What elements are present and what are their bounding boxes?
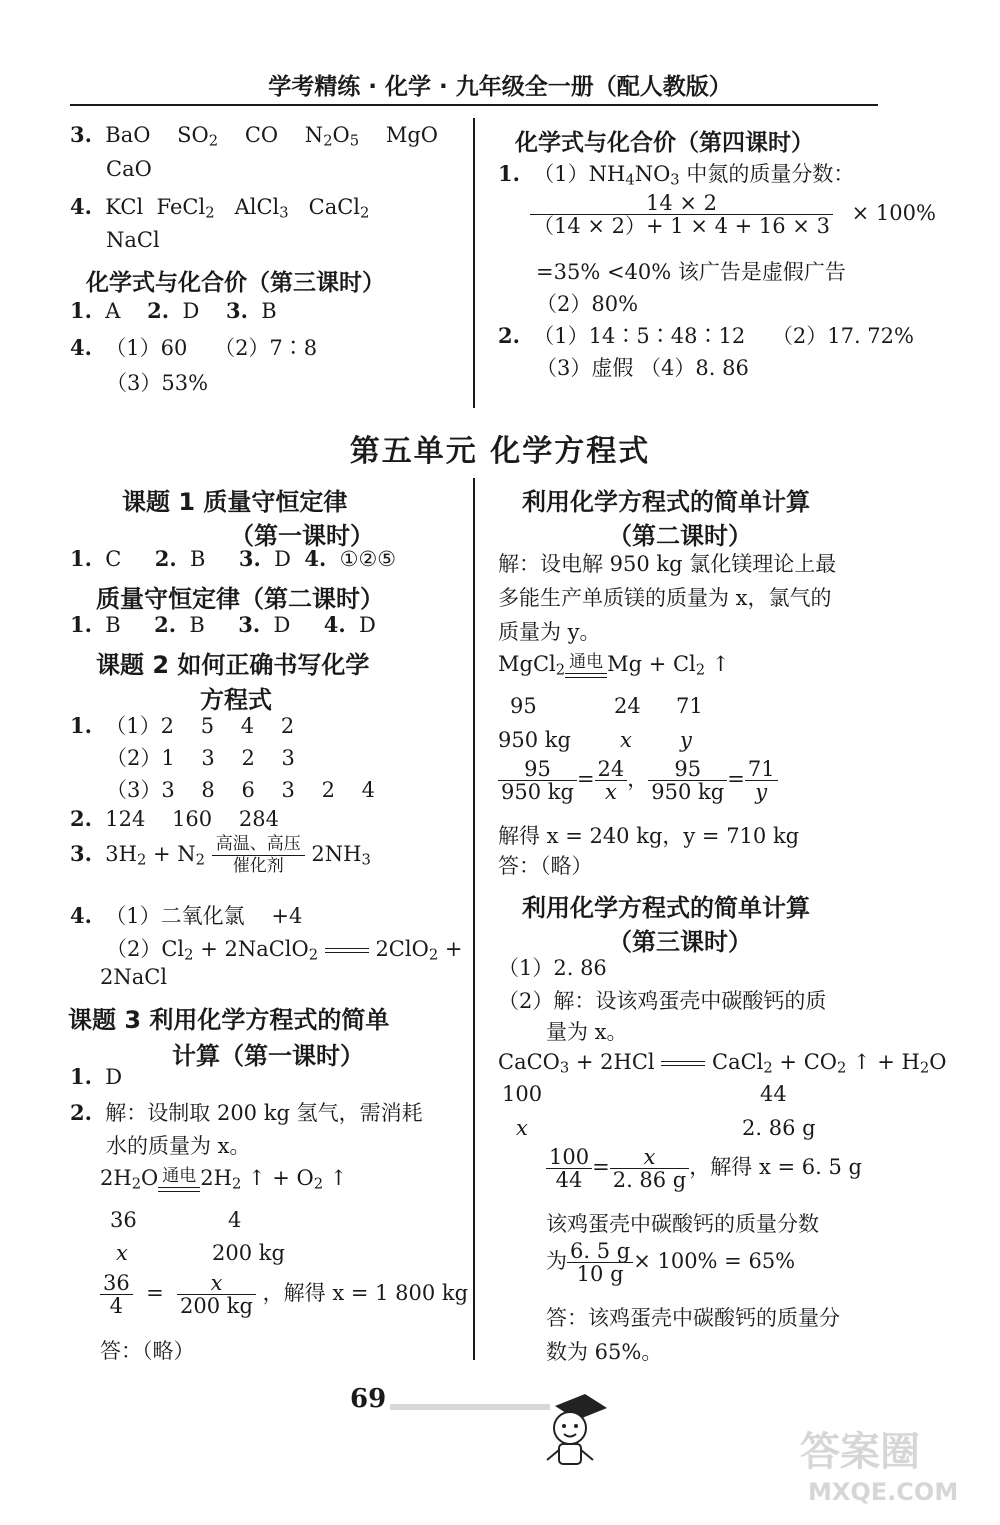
equation: CaCO$_3$ + 2HCl CaCl$_2$ + $CO_2$ ↑ + $H_2O$ xyxy=(498,1050,947,1077)
proportion: $\frac{100}{44}$ = $\frac{x}{2. 86 g}$ ，解得 x = 6. 5 g xyxy=(546,1146,862,1191)
equation: 3. $3H_2 + N_2$ 高温、高压 催化剂 $2NH_3$ xyxy=(70,834,371,876)
answer-line: 该鸡蛋壳中碳酸钙的质量分数 xyxy=(546,1212,819,1236)
molar-mass: 100 xyxy=(502,1082,543,1106)
text: 为 xyxy=(546,1249,567,1274)
denominator: 4 xyxy=(109,1294,124,1319)
answer-line: 2. 124 160 284 xyxy=(70,806,279,831)
unit-title: 第五单元 化学方程式 xyxy=(349,434,651,469)
equation: $(2)Cl_2$ + 2NaClO$_2$ 2ClO$_2$ + xyxy=(106,937,463,964)
answer-line: 量为 x。 xyxy=(546,1020,628,1044)
reaction-condition: 通电 xyxy=(565,654,607,674)
unknown-variable: y xyxy=(680,728,692,752)
molar-mass: 24 xyxy=(614,694,641,718)
solution-text: ，解得 x = 1 800 kg xyxy=(262,1281,469,1306)
section-title: 利用化学方程式的简单计算 xyxy=(522,488,810,516)
answer-line: 4. （1）60 （2）7∶8 xyxy=(70,335,318,360)
answer-line: （1）2. 86 xyxy=(498,956,607,980)
molar-mass: 71 xyxy=(676,694,703,718)
numerator: x xyxy=(177,1272,256,1295)
fraction-numerator: 14 × 2 xyxy=(530,192,833,215)
q4-line2: NaCl xyxy=(106,228,160,252)
denominator: y xyxy=(755,780,768,805)
percentage-line xyxy=(546,1240,795,1285)
answer-line: （3）3 8 6 3 2 4 xyxy=(106,778,376,802)
denominator: 950 kg xyxy=(501,780,574,805)
answer-line: 多能生产单质镁的质量为 x，氯气的 xyxy=(498,586,832,610)
answer-line: 答：（略） xyxy=(100,1339,195,1363)
denominator: 44 xyxy=(555,1168,583,1193)
numerator: 6. 5 g xyxy=(567,1240,633,1263)
numerator: 36 xyxy=(100,1272,133,1295)
answer-line: （2）1 3 2 3 xyxy=(106,746,295,770)
unknown-variable: x xyxy=(116,1241,128,1265)
unknown-variable: x xyxy=(620,728,632,752)
molar-mass: 44 xyxy=(760,1082,787,1106)
reaction-condition: 通电 xyxy=(158,1168,200,1188)
denominator: 10 g xyxy=(576,1262,624,1287)
page-number: 69 xyxy=(350,1384,387,1414)
answer-line: 1. $(1)NH_4NO_3$ 中氮的质量分数： xyxy=(498,161,855,189)
molar-mass: 36 xyxy=(110,1208,137,1232)
denominator: 2. 86 g xyxy=(612,1168,687,1193)
answer-line: 解得 x = 240 kg，y = 710 kg xyxy=(498,824,800,848)
q4-line1: 4. KCl FeCl$_2$ AlCl$_3$ CaCl$_2$ xyxy=(70,194,370,222)
section-subtitle: （第二课时） xyxy=(608,522,752,550)
answer-line: 答：该鸡蛋壳中碳酸钙的质量分 xyxy=(546,1306,840,1330)
answer-line: 2. 解：设制取 200 kg 氢气，需消耗 xyxy=(70,1100,423,1125)
equation: $2H_2O$ 通电 $2H_2$ ↑ + $O_2$ ↑ xyxy=(100,1165,348,1193)
answer-line: 1. A 2. D 3. B xyxy=(70,298,277,323)
denominator: 200 kg xyxy=(180,1294,253,1319)
unknown-variable: x xyxy=(516,1116,528,1140)
answer-line: （3）53% xyxy=(106,371,209,395)
numerator: 100 xyxy=(546,1146,592,1169)
numerator: 95 xyxy=(498,758,577,781)
watermark-site: MXQE.COM xyxy=(808,1478,959,1506)
equals-sign xyxy=(325,945,369,956)
section-subtitle: （第一课时） xyxy=(230,522,374,550)
answer-line: （3）虚假 （4）8. 86 xyxy=(536,356,749,380)
section-subtitle: 计算（第一课时） xyxy=(172,1042,364,1070)
numerator: x xyxy=(610,1146,690,1169)
reaction-condition: 高温、高压 xyxy=(212,836,305,856)
section-subtitle: 方程式 xyxy=(200,686,272,714)
numerator: 24 xyxy=(595,758,628,781)
answer-line: 质量为 y。 xyxy=(498,620,601,644)
denominator: 950 kg xyxy=(651,780,725,805)
proportion: $\frac{36}{4}$ = $\frac{x}{200 kg}$ ，解得 x = 1 800 kg xyxy=(100,1272,468,1317)
section-title: 利用化学方程式的简单计算 xyxy=(522,894,810,922)
column-divider-top xyxy=(473,118,475,408)
answer-line: （2）80% xyxy=(536,292,639,316)
section-title: 课题 2 如何正确书写化学 xyxy=(96,651,370,679)
section-title: 课题 1 质量守恒定律 xyxy=(122,488,348,516)
section-title: 化学式与化合价（第四课时） xyxy=(515,130,814,156)
section-subtitle: （第三课时） xyxy=(608,928,752,956)
q3-line1: 3. BaO $SO_2$ CO $N_2O_5$ MgO xyxy=(70,122,438,150)
answer-line: 数为 65%。 xyxy=(546,1340,663,1364)
answer-line: 1. C 2. B 3. D 4. ①②⑤ xyxy=(70,546,397,571)
column-divider-bottom xyxy=(473,478,475,1360)
answer-line: 2. （1）14∶5∶48∶12 （2）17. 72% xyxy=(498,323,914,348)
student-mascot-icon xyxy=(525,1386,615,1476)
known-value: 2. 86 g xyxy=(742,1116,816,1140)
text: × 100% = 65% xyxy=(633,1249,796,1274)
watermark-logo: 答案圈 xyxy=(800,1429,920,1475)
numerator: 95 xyxy=(648,758,727,781)
section-title: 化学式与化合价（第三课时） xyxy=(86,270,385,296)
answer-line: 解：设电解 950 kg 氯化镁理论上最 xyxy=(498,552,837,576)
answer-line: 4. （1）二氧化氯 +4 xyxy=(70,903,303,928)
proportion: $\frac{95}{950 kg}$ = $\frac{24}{x}$ ， $\frac{95}{950 kg}$ = $\frac{71}{y}$ xyxy=(498,758,778,803)
equals-sign xyxy=(661,1058,705,1069)
q3-line2: CaO xyxy=(106,157,152,181)
header-rule xyxy=(70,104,878,106)
section-title: 质量守恒定律（第二课时） xyxy=(96,585,384,613)
answer-line: 1. B 2. B 3. D 4. D xyxy=(70,612,376,637)
known-value: 200 kg xyxy=(212,1241,285,1265)
answer-line: （2）解：设该鸡蛋壳中碳酸钙的质 xyxy=(498,989,827,1013)
fraction-tail: × 100% xyxy=(851,201,936,226)
denominator: x xyxy=(604,780,617,805)
answer-line: 2NaCl xyxy=(100,965,168,989)
section-title: 课题 3 利用化学方程式的简单 xyxy=(68,1006,390,1034)
answer-line: =35% <40% 该广告是虚假广告 xyxy=(536,260,846,284)
fraction xyxy=(530,192,936,237)
known-value: 950 kg xyxy=(498,728,571,752)
answer-line: 1. （1）2 5 4 2 xyxy=(70,713,295,738)
molar-mass: 4 xyxy=(228,1208,242,1232)
answer-line: 1. D xyxy=(70,1064,123,1089)
numerator: 71 xyxy=(745,758,778,781)
fraction-denominator: （14 × 2）+ 1 × 4 + 16 × 3 xyxy=(533,214,830,239)
solution-text: ，解得 x = 6. 5 g xyxy=(689,1155,862,1180)
page-header-title: 学考精练 · 化学 · 九年级全一册（配人教版） xyxy=(268,74,732,100)
equation: MgCl$_2$ 通电 $Mg + Cl_2$ ↑ xyxy=(498,651,730,679)
answer-line: 答：（略） xyxy=(498,854,593,878)
answer-line: 水的质量为 x。 xyxy=(106,1134,251,1158)
reaction-catalyst: 催化剂 xyxy=(232,856,284,876)
molar-mass: 95 xyxy=(510,694,537,718)
